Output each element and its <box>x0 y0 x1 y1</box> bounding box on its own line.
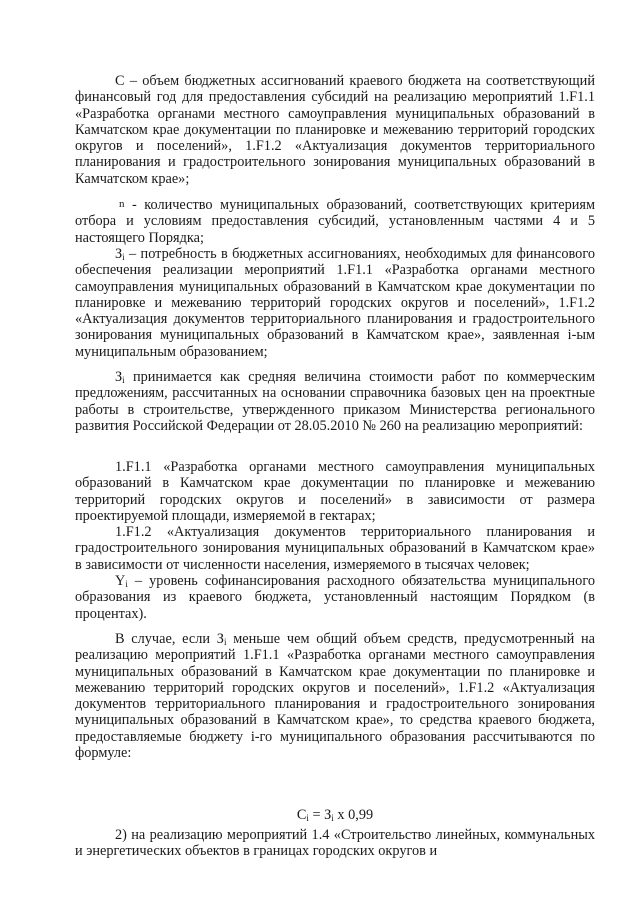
paragraph-text: – объем бюджетных ассигнований краевого бюджета на соответствующий финансовый год для предоставления субсидий на реализацию мероприятий 1.F1.1 «Разработка органами местного самоуправления муниципальных образований в Камчатском крае документации по планировке и межеванию территорий городских округов и поселений», 1.F1.2 «Актуализация документов территориального планирования и градостроительного зонирования муниципальных образований в Камчатском крае»; <box>75 73 595 187</box>
symbol-subscript: i <box>125 579 128 589</box>
formula-lhs: C <box>296 807 307 823</box>
formula-rhs: х 0,99 <box>333 807 374 823</box>
paragraph-zi-definition <box>75 246 595 360</box>
symbol-subscript: i <box>223 637 227 647</box>
paragraph-text: меньше чем общий объем средств, предусмотренный на реализацию мероприятий 1.F1.1 «Разработка органами местного самоуправления муниципальных образований в Камчатском крае документации по планировке и межеванию территорий городских округов и поселений», 1.F1.2 «Актуализация документов территориального планирования и градостроительного зонирования муниципальных образований в Камчатском крае», то средства краевого бюджета, предоставляемые бюджету i-го муниципального образования рассчитываются по формуле: <box>75 631 595 762</box>
symbol-c: С <box>115 73 125 89</box>
formula <box>75 807 595 823</box>
symbol-y: Y <box>115 573 126 589</box>
symbol-z: З <box>115 246 123 262</box>
paragraph-text: – уровень софинансирования расходного обязательства муниципального образования из краевого бюджета, установленный настоящим Порядком (в процентах). <box>75 573 595 622</box>
paragraph-c-definition <box>75 73 595 187</box>
paragraph-measure-1f11: 1.F1.1 «Разработка органами местного самоуправления муниципальных образований в Камчатском крае документации по планировке и межеванию территорий городских округов и поселений» в зависимости от размера проектируемой площади, измеряемой в гектарах; <box>75 459 595 524</box>
paragraph-text: принимается как средняя величина стоимости работ по коммерческим предложениям, рассчитанных на основании справочника базовых цен на проектные работы в строительстве, утвержденного приказом Министерства регионального развития Российской Федерации от 28.05.2010 № 260 на реализацию мероприятий: <box>75 369 595 434</box>
paragraph-text: – потребность в бюджетных ассигнованиях, необходимых для финансового обеспечения реализации мероприятий 1.F1.1 «Разработка органами местного самоуправления муниципальных образований в Камчатском крае документации по планировке и межеванию территорий городских округов и поселений», 1.F1.2 «Актуализация документов территориального планирования и градостроительного зонирования муниципальных образований в Камчатском крае», заявленная i-ым муниципальным образованием; <box>75 246 595 360</box>
paragraph-condition <box>75 631 595 761</box>
paragraph-item-2: 2) на реализацию мероприятий 1.4 «Строительство линейных, коммунальных и энергетических объектов в границах городских округов и <box>75 827 595 860</box>
paragraph-zi-calculation <box>75 369 595 434</box>
symbol-z: З <box>115 369 123 385</box>
formula-mid: = З <box>308 807 332 823</box>
symbol-subscript: i <box>122 375 125 385</box>
formula-lhs-subscript: i <box>306 813 309 823</box>
paragraph-n-definition <box>75 196 595 246</box>
paragraph-yi-definition <box>75 573 595 622</box>
paragraph-measure-1f12: 1.F1.2 «Актуализация документов территориального планирования и градостроительного зонирования муниципальных образований в Камчатском крае» в зависимости от численности населения, измеряемого в тысячах человек; <box>75 524 595 573</box>
symbol-subscript: i <box>122 252 125 262</box>
symbol-n: n <box>119 198 125 210</box>
formula-mid-subscript: i <box>331 813 334 823</box>
paragraph-text: - количество муниципальных образований, соответствующих критериям отбора и условиям предоставления субсидий, установленным частями 4 и 5 настоящего Порядка; <box>75 197 595 246</box>
paragraph-lead: В случае, если З <box>115 631 224 647</box>
